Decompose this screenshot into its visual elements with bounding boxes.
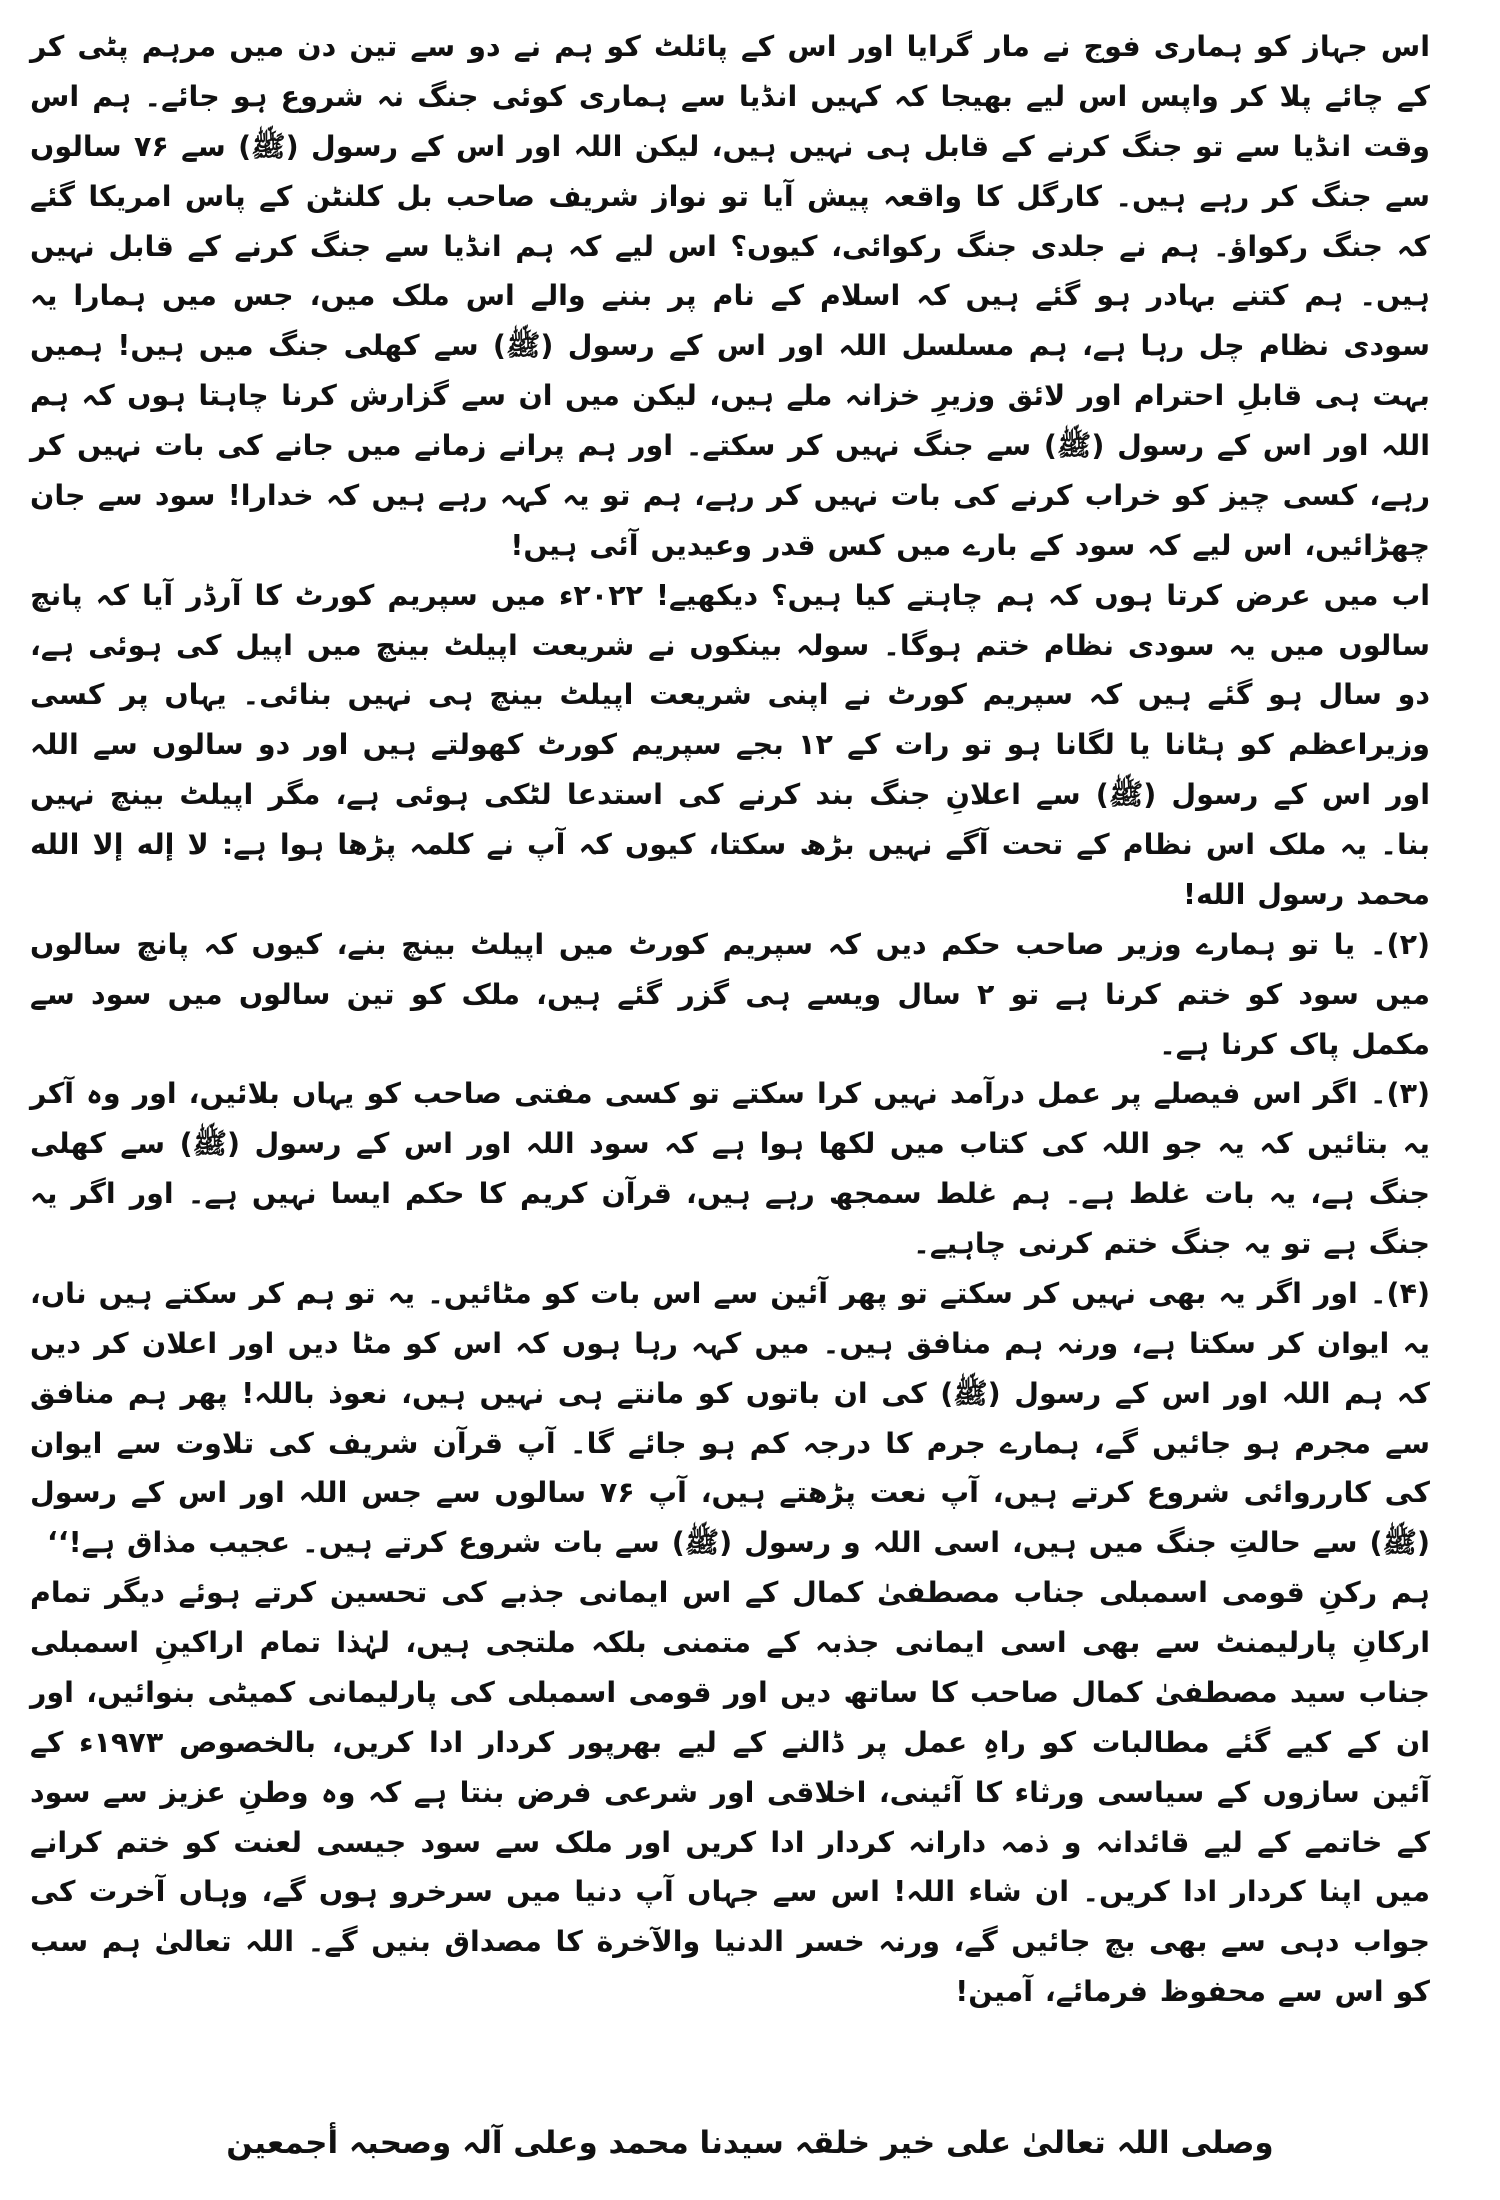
article-body xyxy=(30,22,1430,2017)
paragraph-1: اس جہاز کو ہماری فوج نے مار گرایا اور اس کے پائلٹ کو ہم نے دو سے تین دن میں مرہم پٹی کر کے چائے پلا کر واپس اس لیے بھیجا کہ کہیں انڈیا سے ہماری کوئی جنگ نہ شروع ہو جائے۔ ہم اس وقت انڈیا سے تو جنگ کرنے کے قابل ہی نہیں ہیں، لیکن اللہ اور اس کے رسول (ﷺ) سے ۷۶ سالوں سے جنگ کر رہے ہیں۔ کارگل کا واقعہ پیش آیا تو نواز شریف صاحب بل کلنٹن کے پاس امریکا گئے کہ جنگ رکواؤ۔ ہم نے جلدی جنگ رکوائی، کیوں؟ اس لیے کہ ہم انڈیا سے جنگ کرنے کے قابل نہیں ہیں۔ ہم کتنے بہادر ہو گئے ہیں کہ اسلام کے نام پر بننے والے اس ملک میں، جس میں ہمارا یہ سودی نظام چل رہا ہے، ہم مسلسل اللہ اور اس کے رسول (ﷺ) سے کھلی جنگ میں ہیں! ہمیں بہت ہی قابلِ احترام اور لائق وزیرِ خزانہ ملے ہیں، لیکن میں ان سے گزارش کرنا چاہتا ہوں کہ ہم اللہ اور اس کے رسول (ﷺ) سے جنگ نہیں کر سکتے۔ اور ہم پرانے زمانے میں جانے کی بات نہیں کر رہے، کسی چیز کو خراب کرنے کی بات نہیں کر رہے، ہم تو یہ کہہ رہے ہیں کہ خدارا! سود سے جان چھڑائیں، اس لیے کہ سود کے بارے میں کس قدر وعیدیں آئی ہیں! xyxy=(30,30,1430,562)
closing-salutation: وصلی اللہ تعالیٰ علی خیر خلقہ سیدنا محمد وعلی آلہ وصحبہ أجمعین xyxy=(226,2125,1274,2161)
paragraph-2: اب میں عرض کرتا ہوں کہ ہم چاہتے کیا ہیں؟ دیکھیے! ۲۰۲۲ء میں سپریم کورٹ کا آرڈر آیا کہ پانچ سالوں میں یہ سودی نظام ختم ہوگا۔ سولہ بینکوں نے شریعت اپیلٹ بینچ میں اپیل کی ہوئی ہے، دو سال ہو گئے ہیں کہ سپریم کورٹ نے اپنی شریعت اپیلٹ بینچ ہی نہیں بنائی۔ یہاں پر کسی وزیراعظم کو ہٹانا یا لگانا ہو تو رات کے ۱۲ بجے سپریم کورٹ کھولتے ہیں اور دو سالوں سے اللہ اور اس کے رسول (ﷺ) سے اعلانِ جنگ بند کرنے کی استدعا لٹکی ہوئی ہے، مگر اپیلٹ بینچ نہیں بنا۔ یہ ملک اس نظام کے تحت آگے نہیں بڑھ سکتا، کیوں کہ آپ نے کلمہ پڑھا ہوا ہے: لا إله إلا الله محمد رسول الله! xyxy=(30,578,1430,911)
paragraph-point-3: (۳)۔ اگر اس فیصلے پر عمل درآمد نہیں کرا سکتے تو کسی مفتی صاحب کو یہاں بلائیں، اور وہ آکر یہ بتائیں کہ یہ جو اللہ کی کتاب میں لکھا ہوا ہے کہ سود اللہ اور اس کے رسول (ﷺ) سے کھلی جنگ ہے، یہ بات غلط ہے۔ ہم غلط سمجھ رہے ہیں، قرآن کریم کا حکم ایسا نہیں ہے۔ اور اگر یہ جنگ ہے تو یہ جنگ ختم کرنی چاہیے۔ xyxy=(30,1077,1430,1260)
paragraph-point-2: (۲)۔ یا تو ہمارے وزیر صاحب حکم دیں کہ سپریم کورٹ میں اپیلٹ بینچ بنے، کیوں کہ پانچ سالوں میں سود کو ختم کرنا ہے تو ۲ سال ویسے ہی گزر گئے ہیں، ملک کو تین سالوں میں سود سے مکمل پاک کرنا ہے۔ xyxy=(30,927,1430,1061)
paragraph-conclusion: ہم رکنِ قومی اسمبلی جناب مصطفیٰ کمال کے اس ایمانی جذبے کی تحسین کرتے ہوئے دیگر تمام ارکانِ پارلیمنٹ سے بھی اسی ایمانی جذبہ کے متمنی بلکہ ملتجی ہیں، لہٰذا تمام اراکینِ اسمبلی جناب سید مصطفیٰ کمال صاحب کا ساتھ دیں اور قومی اسمبلی کی پارلیمانی کمیٹی بنوائیں، اور ان کے کیے گئے مطالبات کو راہِ عمل پر ڈالنے کے لیے بھرپور کردار ادا کریں، بالخصوص ۱۹۷۳ء کے آئین سازوں کے سیاسی ورثاء کا آئینی، اخلاقی اور شرعی فرض بنتا ہے کہ وہ وطنِ عزیز سے سود کے خاتمے کے لیے قائدانہ و ذمہ دارانہ کردار ادا کریں اور ملک سے سود جیسی لعنت کو ختم کرانے میں اپنا کردار ادا کریں۔ ان شاء اللہ! اس سے جہاں آپ دنیا میں سرخرو ہوں گے، وہاں آخرت کی جواب دہی سے بھی بچ جائیں گے، ورنہ خسر الدنیا والآخرة کا مصداق بنیں گے۔ اللہ تعالیٰ ہم سب کو اس سے محفوظ فرمائے، آمین! xyxy=(30,1576,1431,2009)
paragraph-point-4: (۴)۔ اور اگر یہ بھی نہیں کر سکتے تو پھر آئین سے اس بات کو مٹائیں۔ یہ تو ہم کر سکتے ہیں ناں، یہ ایوان کر سکتا ہے، ورنہ ہم منافق ہیں۔ میں کہہ رہا ہوں کہ اس کو مٹا دیں اور اعلان کر دیں کہ ہم اللہ اور اس کے رسول (ﷺ) کی ان باتوں کو مانتے ہی نہیں ہیں، نعوذ باللہ! پھر ہم منافق سے مجرم ہو جائیں گے، ہمارے جرم کا درجہ کم ہو جائے گا۔ آپ قرآن شریف کی تلاوت سے ایوان کی کارروائی شروع کرتے ہیں، آپ نعت پڑھتے ہیں، آپ ۷۶ سالوں سے جس اللہ اور اس کے رسول (ﷺ) سے حالتِ جنگ میں ہیں، اسی اللہ و رسول (ﷺ) سے بات شروع کرتے ہیں۔ عجیب مذاق ہے!‘‘ xyxy=(30,1276,1430,1560)
